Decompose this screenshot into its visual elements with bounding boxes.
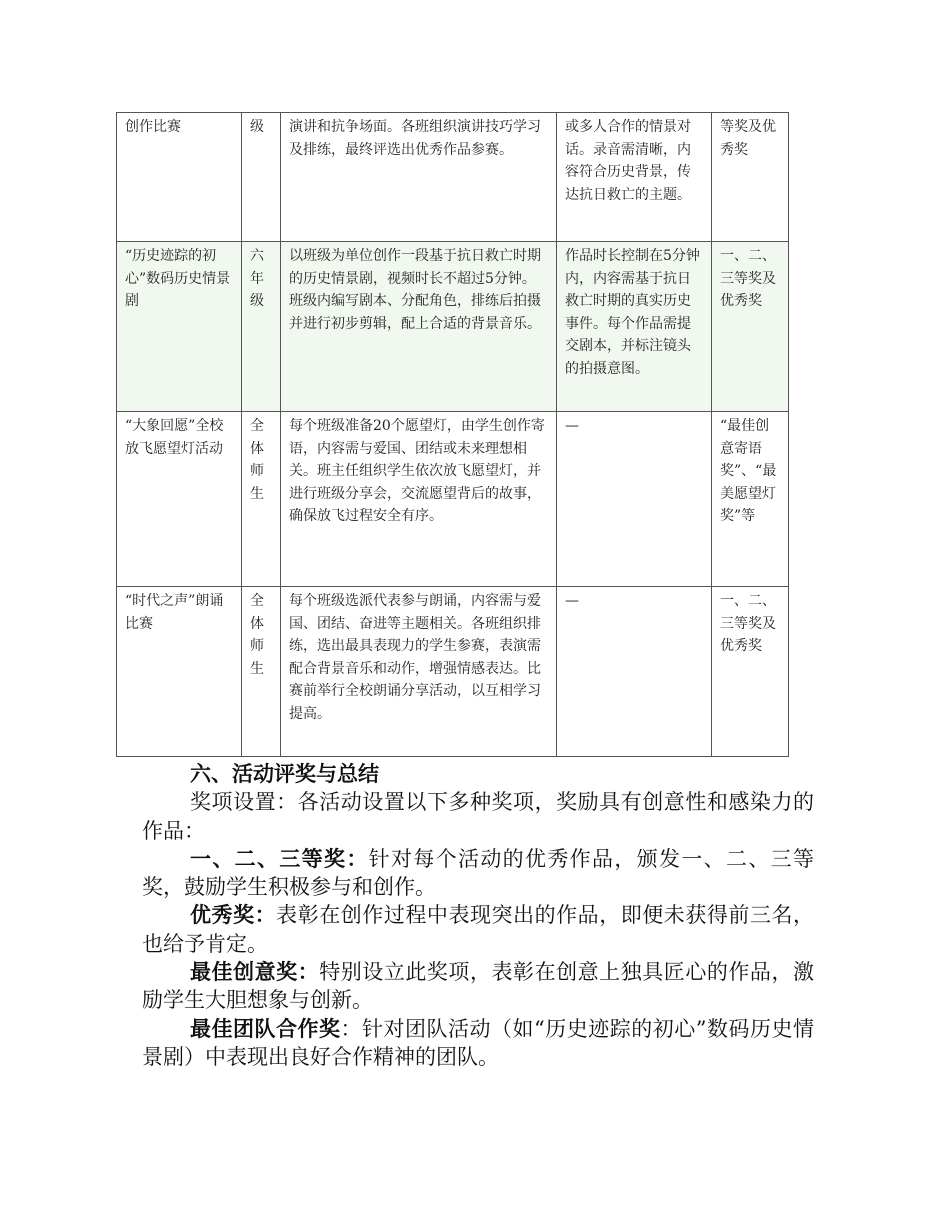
table-row [117,412,789,587]
participant-cell: 级 [242,113,281,242]
award-paragraph [142,958,814,1015]
activity-content-cell: 演讲和抗争场面。各班组织演讲技巧学习及排练，最终评选出优秀作品参赛。 [281,113,557,242]
award-text: ：针对团队活动（如“历史迹踪的初心”数码历史情景剧）中表现出良好合作精神的团队。 [142,1016,814,1069]
participant-cell: 全体师生 [242,412,281,587]
award-text: 针对每个活动的优秀作品，颁发一、二、三等奖，鼓励学生积极参与和创作。 [142,846,815,900]
participant-cell: 六年级 [242,242,281,412]
table-row [117,242,789,412]
activity-name-cell: “历史迹踪的初心”数码历史情景剧 [117,242,242,412]
award-paragraph [142,845,814,902]
award-lead: 优秀奖： [190,902,277,928]
award-lead: 最佳团队合作奖 [190,1015,341,1041]
activity-name-cell: “大象回愿”全校放飞愿望灯活动 [117,412,242,587]
activity-name-cell: “时代之声”朗诵比赛 [117,587,242,757]
award-paragraph [142,901,814,958]
activity-content-cell: 以班级为单位创作一段基于抗日救亡时期的历史情景剧，视频时长不超过5分钟。班级内编写剧本、分配角色，排练后拍摄并进行初步剪辑，配上合适的背景音乐。 [281,242,557,412]
activity-content-cell: 每个班级准备20个愿望灯，由学生创作寄语，内容需与爱国、团结或未来理想相关。班主任组织学生依次放飞愿望灯，并进行班级分享会，交流愿望背后的故事，确保放飞过程安全有序。 [281,412,557,587]
activity-requirement-cell: — [557,412,712,587]
award-paragraph [142,1015,814,1072]
award-lead: 最佳创意奖： [190,959,320,985]
award-section [142,760,814,1071]
activity-name-cell: 创作比赛 [117,113,242,242]
award-text: 特别设立此奖项，表彰在创意上独具匠心的作品，激励学生大胆想象与创新。 [142,960,815,1013]
activity-table [116,112,789,757]
award-lead: 一、二、三等奖： [190,845,369,871]
activity-award-cell: “最佳创意寄语奖”、“最美愿望灯奖”等 [712,412,789,587]
section-heading: 六、活动评奖与总结 [190,761,379,786]
activity-requirement-cell: — [557,587,712,757]
participant-cell: 全体师生 [242,587,281,757]
award-intro-paragraph: 奖项设置：各活动设置以下多种奖项，奖励具有创意性和感染力的作品： [142,790,814,843]
award-text: 表彰在创作过程中表现突出的作品，即便未获得前三名，也给予肯定。 [142,903,815,956]
table-row [117,113,789,242]
activity-requirement-cell: 或多人合作的情景对话。录音需清晰，内容符合历史背景，传达抗日救亡的主题。 [557,113,712,242]
activity-award-cell: 一、二、三等奖及优秀奖 [712,242,789,412]
activity-content-cell: 每个班级选派代表参与朗诵，内容需与爱国、团结、奋进等主题相关。各班组织排练，选出最具表现力的学生参赛，表演需配合背景音乐和动作，增强情感表达。比赛前举行全校朗诵分享活动，以互相学习提高。 [281,587,557,757]
activity-award-cell: 等奖及优秀奖 [712,113,789,242]
activity-award-cell: 一、二、三等奖及优秀奖 [712,587,789,757]
table-row [117,587,789,757]
activity-requirement-cell: 作品时长控制在5分钟内，内容需基于抗日救亡时期的真实历史事件。每个作品需提交剧本，并标注镜头的拍摄意图。 [557,242,712,412]
